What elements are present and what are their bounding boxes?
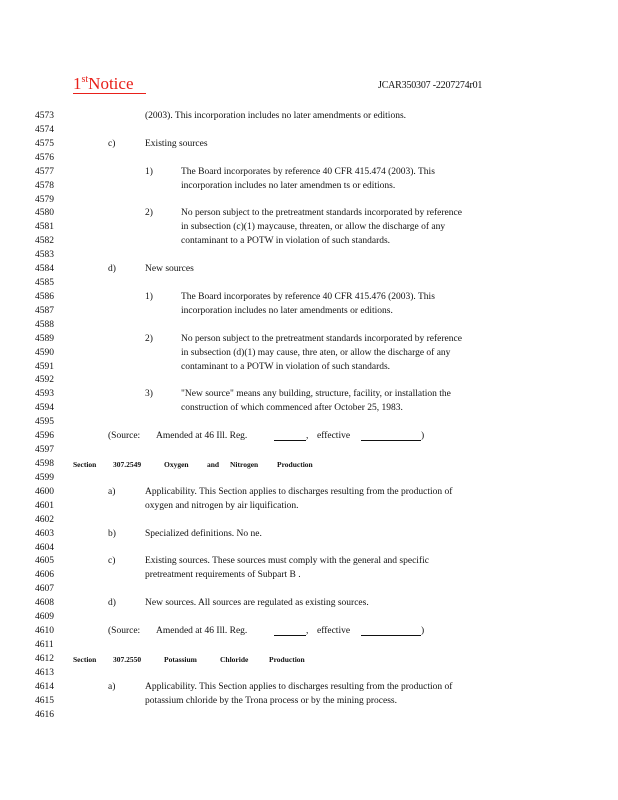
text-line: The Board incorporates by reference 40 CFR 415.474 (2003). This: [181, 166, 435, 177]
section-number: 307.2549: [113, 460, 142, 469]
text-line: Applicability. This Section applies to discharges resulting from the production of: [145, 486, 453, 497]
blank-effective-line: [361, 626, 421, 636]
line-number: 4600: [35, 486, 54, 497]
text-line: The Board incorporates by reference 40 CFR 415.476 (2003). This: [181, 291, 435, 302]
text-line: in subsection (c)(1) maycause, threaten, or allow the discharge of any: [181, 222, 446, 233]
line-number: 4577: [35, 166, 54, 177]
blank-reg-line: [274, 626, 309, 637]
text-line: in subsection (d)(1) may cause, thre aten, or allow the discharge of any: [181, 347, 451, 358]
text-line: a): [108, 486, 116, 497]
line-number: 4574: [35, 124, 54, 135]
line-number: 4590: [35, 347, 54, 358]
line-number: 4588: [35, 319, 54, 330]
line-number: 4605: [35, 556, 54, 567]
line-number: 4608: [35, 598, 54, 609]
text-line: No person subject to the pretreatment standards incorporated by reference: [181, 208, 462, 219]
line-number: 4612: [35, 653, 54, 664]
text-line: oxygen and nitrogen by air liquification.: [145, 500, 299, 511]
line-number: 4613: [35, 667, 54, 678]
source-label: (Source:: [108, 431, 141, 442]
text-line: "New source" means any building, structure, facility, or installation the: [181, 389, 451, 400]
line-number: 4581: [35, 222, 54, 233]
section-label: Section: [73, 654, 97, 664]
line-number: 4576: [35, 152, 54, 163]
source-close: ): [421, 626, 425, 637]
line-number: 4580: [35, 208, 54, 219]
section-label: Section: [73, 460, 97, 469]
text-line: 2): [145, 208, 153, 219]
line-number: 4599: [35, 472, 54, 483]
line-number: 4582: [35, 236, 54, 247]
line-number: 4611: [35, 639, 54, 650]
text-line: contaminant to a POTW in violation of such standards.: [181, 361, 391, 372]
line-number: 4610: [35, 626, 54, 637]
text-line: pretreatment requirements of Subpart B .: [145, 570, 301, 581]
text-line: incorporation includes no later amendmen ts or editions.: [181, 180, 396, 191]
line-number: 4596: [35, 431, 54, 442]
text-line: (2003). This incorporation includes no later amendments or editions.: [145, 111, 407, 121]
line-number: 4592: [35, 375, 54, 386]
text-line: 3): [145, 389, 153, 400]
line-number: 4578: [35, 180, 54, 191]
text-line: c): [108, 556, 116, 567]
source-close: ): [421, 431, 425, 442]
text-line: 1): [145, 291, 153, 302]
line-number: 4604: [35, 542, 54, 553]
line-number: 4586: [35, 291, 54, 302]
line-number: 4579: [35, 194, 54, 205]
line-number: 4601: [35, 500, 54, 511]
line-number: 4594: [35, 403, 54, 414]
line-number: 4602: [35, 514, 54, 525]
line-number: 4583: [35, 250, 54, 261]
text-line: construction of which commenced after October 25, 1983.: [181, 403, 403, 414]
text-line: New sources. All sources are regulated as existing sources.: [145, 598, 369, 609]
line-number: 4609: [35, 612, 54, 623]
section-title-word: and: [207, 460, 220, 469]
line-number: 4607: [35, 584, 54, 595]
text-line: incorporation includes no later amendments or editions.: [181, 305, 393, 316]
section-title-word: Chloride: [220, 654, 249, 664]
blank-effective-line: [361, 431, 421, 441]
line-number: 4585: [35, 278, 54, 289]
text-line: No person subject to the pretreatment standards incorporated by reference: [181, 333, 462, 344]
line-number: 4589: [35, 333, 54, 344]
text-line: 1): [145, 166, 153, 177]
line-number: 4573: [35, 111, 54, 121]
text-line: contaminant to a POTW in violation of such standards.: [181, 236, 391, 247]
source-amended: Amended at 46 Ill. Reg.: [156, 431, 248, 442]
line-number: 4616: [35, 709, 54, 720]
source-effective: effective: [317, 431, 351, 442]
line-number: 4603: [35, 528, 54, 539]
line-number: 4615: [35, 695, 54, 706]
line-number: 4606: [35, 570, 54, 581]
section-number: 307.2550: [113, 654, 142, 664]
blank-reg-line: [274, 431, 309, 442]
text-line: c): [108, 138, 116, 149]
line-number: 4595: [35, 417, 54, 428]
text-line: 2): [145, 333, 153, 344]
text-line: d): [108, 598, 116, 609]
document-code: JCAR350307 -2207274r01: [378, 80, 483, 91]
text-line: Specialized definitions. No ne.: [145, 528, 262, 539]
line-number: 4591: [35, 361, 54, 372]
source-label: (Source:: [108, 626, 141, 637]
line-number: 4598: [35, 459, 54, 469]
line-number: 4575: [35, 138, 54, 149]
line-number: 4593: [35, 389, 54, 400]
text-line: New sources: [145, 264, 194, 275]
text-line: Existing sources: [145, 138, 208, 149]
line-number: 4614: [35, 681, 54, 692]
source-comma: ,: [306, 431, 309, 442]
section-title-word: Production: [277, 460, 313, 469]
section-title-word: Nitrogen: [230, 460, 259, 469]
text-line: potassium chloride by the Trona process or by the mining process.: [145, 695, 397, 706]
line-number: 4597: [35, 445, 54, 456]
text-line: Applicability. This Section applies to discharges resulting from the production of: [145, 681, 453, 692]
source-effective: effective: [317, 626, 351, 637]
source-amended: Amended at 46 Ill. Reg.: [156, 626, 248, 637]
text-line: b): [108, 528, 116, 539]
notice-heading: 1stNotice: [73, 74, 146, 94]
text-line: Existing sources. These sources must comply with the general and specific: [145, 556, 429, 567]
source-comma: ,: [306, 626, 309, 637]
line-number: 4587: [35, 305, 54, 316]
text-line: a): [108, 681, 116, 692]
section-title-word: Potassium: [164, 654, 197, 664]
section-title-word: Oxygen: [164, 460, 189, 469]
text-line: d): [108, 264, 116, 275]
line-number: 4584: [35, 264, 54, 275]
section-title-word: Production: [269, 654, 305, 664]
